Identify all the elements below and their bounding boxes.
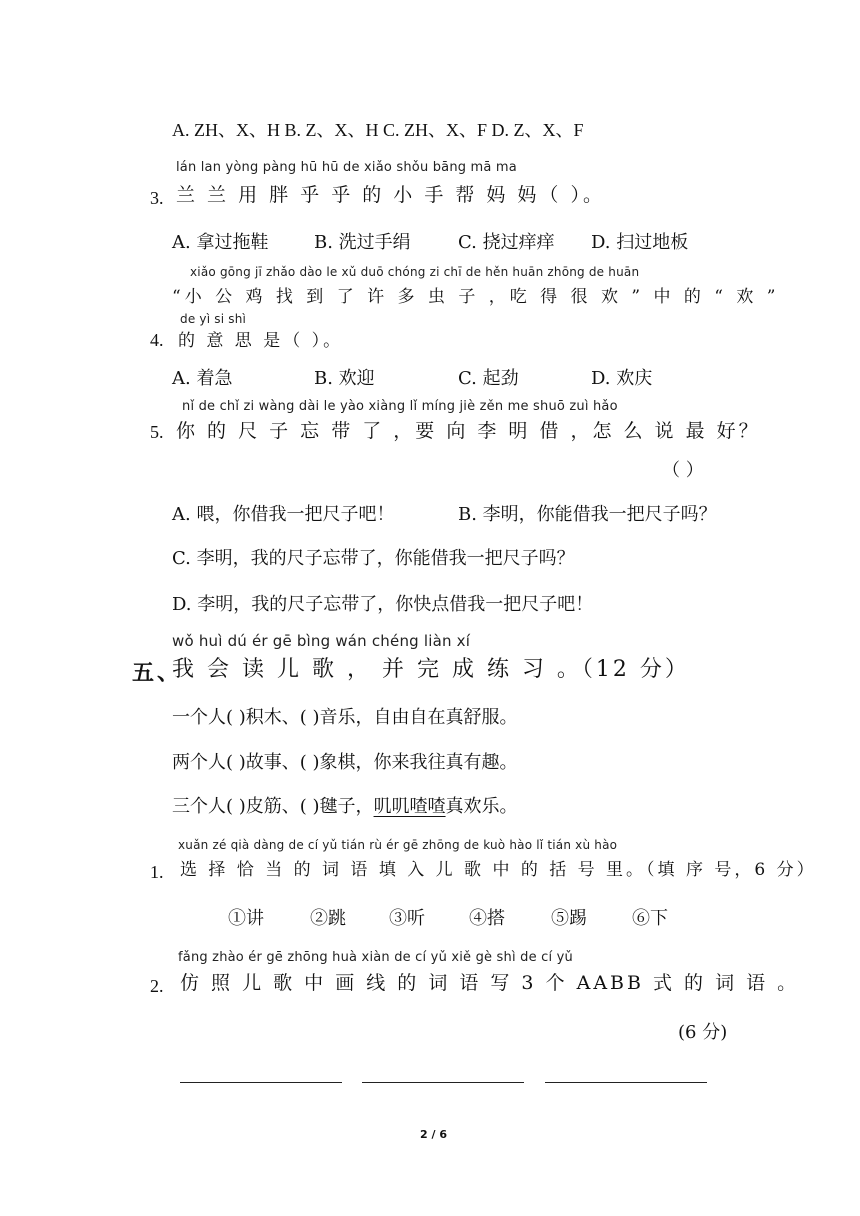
song-line-3-prefix: 三个人( )皮筋、( )毽子，: [172, 796, 374, 817]
section5-pinyin: wǒ huì dú ér gē bìng wán chéng liàn xí: [172, 632, 471, 650]
q3-question: 兰 兰 用 胖 乎 乎 的 小 手 帮 妈 妈（ ）。: [176, 184, 605, 206]
song-line-3-suffix: 真欢乐。: [445, 796, 518, 817]
song-line-3-underlined: 叽叽喳喳: [373, 796, 446, 817]
q5-option-d[interactable]: D. 李明，我的尺子忘带了，你快点借我一把尺子吧！: [172, 594, 594, 615]
song-line-3: [172, 792, 518, 818]
sub1-question: 选 择 恰 当 的 词 语 填 入 儿 歌 中 的 括 号 里。（填 序 号，6 分）: [180, 860, 817, 880]
choice-2[interactable]: ②跳: [310, 908, 346, 929]
sub2-score: (6 分): [678, 1022, 728, 1043]
sub1-number: 1.: [150, 862, 164, 882]
q3-pinyin: lán lan yòng pàng hū hū de xiǎo shǒu bāng mā ma: [176, 160, 517, 175]
q3-option-c[interactable]: C. 挠过痒痒: [458, 232, 555, 253]
section5-title: 我 会 读 儿 歌 ， 并 完 成 练 习 。（12 分）: [172, 657, 690, 682]
q4-option-a[interactable]: A. 着急: [172, 368, 233, 389]
sub1-pinyin: xuǎn zé qià dàng de cí yǔ tián rù ér gē zhōng de kuò hào lǐ tián xù hào: [178, 838, 618, 852]
sub2-question: 仿 照 儿 歌 中 画 线 的 词 语 写 3 个 AABB 式 的 词 语 。: [180, 972, 800, 994]
q4-question-line1: “小 公 鸡 找 到 了 许 多 虫 子 ，吃 得 很 欢 ” 中 的 “ 欢 ”: [172, 287, 780, 307]
q4-option-d[interactable]: D. 欢庆: [591, 368, 653, 389]
song-line-2: 两个人( )故事、( )象棋，你来我往真有趣。: [172, 752, 518, 773]
q3-option-d[interactable]: D. 扫过地板: [591, 232, 689, 253]
q5-question: 你 的 尺 子 忘 带 了 ，要 向 李 明 借 ，怎 么 说 最 好？: [176, 420, 761, 442]
q5-option-c[interactable]: C. 李明，我的尺子忘带了，你能借我一把尺子吗？: [172, 548, 575, 569]
song-line-1: 一个人( )积木、( )音乐，自由自在真舒服。: [172, 707, 518, 728]
q5-option-a[interactable]: A. 喂，你借我一把尺子吧！: [172, 504, 395, 525]
choice-5[interactable]: ⑤踢: [551, 908, 587, 929]
answer-blank-3[interactable]: [545, 1082, 707, 1083]
q4-pinyin-line2: de yì si shì: [180, 312, 247, 326]
choice-6[interactable]: ⑥下: [632, 908, 668, 929]
q4-option-c[interactable]: C. 起劲: [458, 368, 519, 389]
q5-answer-paren[interactable]: （ ）: [662, 460, 704, 481]
q3-option-b[interactable]: B. 洗过手绢: [314, 232, 411, 253]
q5-pinyin: nǐ de chǐ zi wàng dài le yào xiàng lǐ míng jiè zěn me shuō zuì hǎo: [182, 399, 618, 414]
answer-blank-1[interactable]: [180, 1082, 342, 1083]
sub2-number: 2.: [150, 976, 164, 996]
choice-3[interactable]: ③听: [389, 908, 425, 929]
q4-number: 4.: [150, 330, 164, 350]
choice-4[interactable]: ④搭: [469, 908, 505, 929]
q4-pinyin-line1: xiǎo gōng jī zhǎo dào le xǔ duō chóng zi chī de hěn huān zhōng de huān: [190, 265, 640, 279]
q3-option-a[interactable]: A. 拿过拖鞋: [172, 232, 269, 253]
q2-options: A. ZH、X、H B. Z、X、H C. ZH、X、F D. Z、X、F: [172, 120, 584, 140]
q5-number: 5.: [150, 422, 164, 442]
answer-blank-2[interactable]: [362, 1082, 524, 1083]
q4-question-line2: 的 意 思 是（ ）。: [178, 331, 344, 351]
q5-option-b[interactable]: B. 李明，你能借我一把尺子吗？: [458, 504, 717, 525]
section5-number: 五、: [132, 660, 183, 686]
q3-number: 3.: [150, 188, 164, 208]
page-number: 2 / 6: [420, 1128, 447, 1141]
q4-option-b[interactable]: B. 欢迎: [314, 368, 375, 389]
sub2-pinyin: fǎng zhào ér gē zhōng huà xiàn de cí yǔ xiě gè shì de cí yǔ: [178, 950, 573, 965]
choice-1[interactable]: ①讲: [228, 908, 264, 929]
